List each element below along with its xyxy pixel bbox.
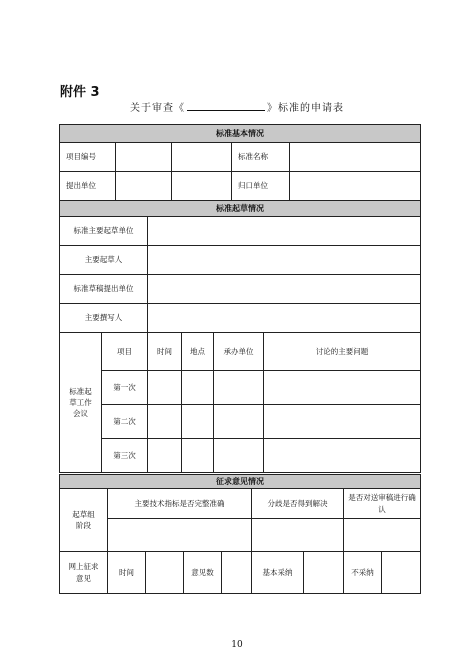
q-indicators-field[interactable]: [108, 519, 252, 552]
q-disputes-label: 分歧是否得到解决: [252, 489, 344, 519]
col-header-time: 时间: [148, 333, 182, 371]
meeting-place-field[interactable]: [182, 371, 214, 405]
meeting-host-field[interactable]: [214, 439, 264, 473]
draft-submit-unit-label: 标准草稿提出单位: [60, 275, 148, 304]
consultation-table: [59, 474, 421, 594]
owner-label: 归口单位: [232, 172, 290, 201]
spacer-cell: [172, 143, 232, 172]
drafting-header: 标准起草情况: [60, 201, 421, 217]
owner-field[interactable]: [290, 172, 421, 201]
main-drafter-unit-field[interactable]: [148, 217, 421, 246]
title-blank-field[interactable]: [187, 100, 265, 111]
opinion-count-label: 意见数: [184, 552, 222, 594]
basic-info-header: 标准基本情况: [60, 125, 421, 143]
col-header-item: 项目: [102, 333, 148, 371]
std-name-field[interactable]: [290, 143, 421, 172]
meeting-time-field[interactable]: [148, 405, 182, 439]
basic-info-table: [59, 124, 421, 201]
draft-stage-label: 起草组阶段: [60, 489, 108, 552]
project-no-field[interactable]: [116, 143, 172, 172]
opinion-count-field[interactable]: [222, 552, 252, 594]
consultation-header: 征求意见情况: [60, 475, 421, 489]
meeting-time-field[interactable]: [148, 371, 182, 405]
not-adopt-field[interactable]: [382, 552, 421, 594]
basic-adopt-field[interactable]: [304, 552, 344, 594]
project-no-label: 项目编号: [60, 143, 116, 172]
meeting-row-label: 第二次: [102, 405, 148, 439]
not-adopt-label: 不采纳: [344, 552, 382, 594]
time-label: 时间: [108, 552, 146, 594]
meeting-place-field[interactable]: [182, 439, 214, 473]
meeting-row-label: 第三次: [102, 439, 148, 473]
draft-submit-unit-field[interactable]: [148, 275, 421, 304]
meeting-place-field[interactable]: [182, 405, 214, 439]
meeting-row-label: 第一次: [102, 371, 148, 405]
online-consult-label: 网上征求意见: [60, 552, 108, 594]
title-prefix: 关于审查《: [130, 103, 185, 114]
q-confirm-label: 是否对送审稿进行确认: [344, 489, 421, 519]
spacer-cell: [172, 172, 232, 201]
std-name-label: 标准名称: [232, 143, 290, 172]
proposer-field[interactable]: [116, 172, 172, 201]
attachment-label: 附件 3: [60, 85, 100, 100]
q-indicators-label: 主要技术指标是否完整准确: [108, 489, 252, 519]
time-field[interactable]: [146, 552, 184, 594]
meeting-host-field[interactable]: [214, 405, 264, 439]
title-suffix: 》标准的申请表: [267, 103, 344, 114]
meeting-host-field[interactable]: [214, 371, 264, 405]
main-writers-label: 主要撰写人: [60, 304, 148, 333]
main-drafters-field[interactable]: [148, 246, 421, 275]
col-header-issues: 讨论的主要问题: [264, 333, 421, 371]
main-drafters-label: 主要起草人: [60, 246, 148, 275]
meeting-label: 标准起草工作会议: [60, 333, 102, 473]
basic-adopt-label: 基本采纳: [252, 552, 304, 594]
main-drafter-unit-label: 标准主要起草单位: [60, 217, 148, 246]
drafting-table: [59, 200, 421, 473]
q-confirm-field[interactable]: [344, 519, 421, 552]
q-disputes-field[interactable]: [252, 519, 344, 552]
form-title: [0, 99, 474, 114]
col-header-host: 承办单位: [214, 333, 264, 371]
meeting-time-field[interactable]: [148, 439, 182, 473]
page-number: 10: [231, 640, 243, 650]
meeting-issues-field[interactable]: [264, 371, 421, 405]
main-writers-field[interactable]: [148, 304, 421, 333]
proposer-label: 提出单位: [60, 172, 116, 201]
meeting-issues-field[interactable]: [264, 439, 421, 473]
meeting-issues-field[interactable]: [264, 405, 421, 439]
col-header-place: 地点: [182, 333, 214, 371]
